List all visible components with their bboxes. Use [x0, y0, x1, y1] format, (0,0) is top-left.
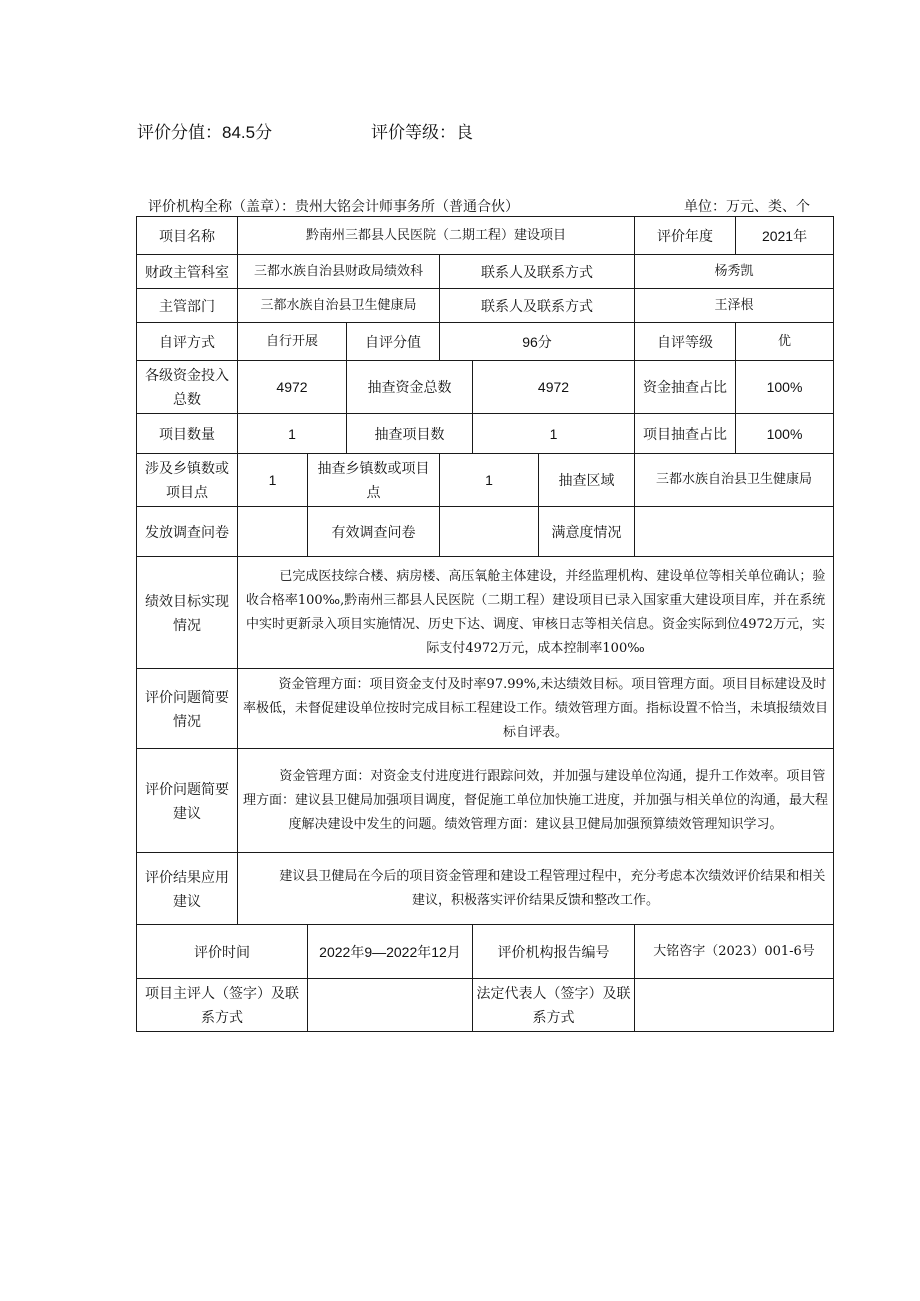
satisfaction-label: 满意度情况 — [539, 507, 635, 557]
self-grade-label: 自评等级 — [635, 323, 736, 361]
table-row — [137, 749, 834, 853]
self-score-label: 自评分值 — [347, 323, 440, 361]
sample-fund-label: 抽查资金总数 — [347, 361, 473, 414]
problem-text-cell — [238, 669, 834, 749]
table-row — [137, 979, 834, 1032]
towns-label: 涉及乡镇数或项目点 — [137, 454, 238, 507]
self-grade-value: 优 — [736, 323, 834, 361]
table-row — [137, 414, 834, 454]
table-row — [137, 454, 834, 507]
result-label: 评价结果应用建议 — [137, 853, 238, 925]
finance-dept-value: 三都水族自治县财政局绩效科 — [238, 255, 440, 289]
suggestion-text: 资金管理方面：对资金支付进度进行跟踪问效，并加强与建设单位沟通，提升工作效率。项目管理方面：建议县卫健局加强项目调度，督促施工单位加快施工进度，并加强与相关单位的沟通，最大程度解决建设中发生的问题。绩效管理方面：建议县卫健局加强预算绩效管理知识学习。 — [243, 768, 829, 832]
valid-survey-value — [440, 507, 539, 557]
evaluation-table — [136, 216, 834, 1032]
problem-text: 资金管理方面：项目资金支付及时率97.99%,未达绩效目标。项目管理方面。项目目标建设及时率极低，未督促建设单位按时完成目标工程建设工作。绩效管理方面。指标设置不恰当，未填报绩效目标自评表。 — [243, 676, 829, 740]
result-text: 建议县卫健局在今后的项目资金管理和建设工程管理过程中，充分考虑本次绩效评价结果和相关建议，积极落实评价结果反馈和整改工作。 — [279, 868, 826, 908]
sample-project-value: 1 — [473, 414, 635, 454]
survey-value — [238, 507, 308, 557]
self-method-label: 自评方式 — [137, 323, 238, 361]
supervisor-value: 三都水族自治县卫生健康局 — [238, 289, 440, 323]
score-text: 评价分值：84.5分 — [137, 123, 273, 142]
sample-project-label: 抽查项目数 — [347, 414, 473, 454]
valid-survey-label: 有效调查问卷 — [308, 507, 440, 557]
eval-year-value: 2021年 — [736, 217, 834, 255]
table-row — [137, 557, 834, 669]
eval-time-value: 2022年9—2022年12月 — [308, 925, 473, 979]
contact-label-2: 联系人及联系方式 — [440, 289, 635, 323]
eval-time-label: 评价时间 — [137, 925, 308, 979]
fund-ratio-value: 100% — [736, 361, 834, 414]
table-row — [137, 361, 834, 414]
eval-year-label: 评价年度 — [635, 217, 736, 255]
org-name-text: 评价机构全称（盖章）：贵州大铭会计师事务所（普通合伙） — [148, 198, 519, 214]
self-method-value: 自行开展 — [238, 323, 347, 361]
table-row — [137, 507, 834, 557]
sample-towns-label: 抽查乡镇数或项目点 — [308, 454, 440, 507]
lead-label: 项目主评人（签字）及联系方式 — [137, 979, 308, 1032]
contact-value-1: 杨秀凯 — [635, 255, 834, 289]
lead-value — [308, 979, 473, 1032]
table-row — [137, 289, 834, 323]
contact-label-1: 联系人及联系方式 — [440, 255, 635, 289]
project-ratio-value: 100% — [736, 414, 834, 454]
sample-towns-value: 1 — [440, 454, 539, 507]
target-text: 已完成医技综合楼、病房楼、高压氧舱主体建设，并经监理机构、建设单位等相关单位确认；验收合格率100‰,黔南州三都县人民医院（二期工程）建设项目已录入国家重大建设项目库，并在系统中实时更新录入项目实施情况、历史下达、调度、审核日志等相关信息。资金实际到位4972万元，实际支付4972万元，成本控制率100‰ — [245, 568, 826, 656]
sample-area-label: 抽查区域 — [539, 454, 635, 507]
suggestion-text-cell — [238, 749, 834, 853]
survey-label: 发放调查问卷 — [137, 507, 238, 557]
legal-label: 法定代表人（签字）及联系方式 — [473, 979, 635, 1032]
result-text-cell — [238, 853, 834, 925]
table-row — [137, 853, 834, 925]
legal-value — [635, 979, 834, 1032]
fund-total-label: 各级资金投入总数 — [137, 361, 238, 414]
suggestion-label: 评价问题简要建议 — [137, 749, 238, 853]
problem-label: 评价问题简要情况 — [137, 669, 238, 749]
project-name-value: 黔南州三都县人民医院（二期工程）建设项目 — [238, 217, 635, 255]
project-count-value: 1 — [238, 414, 347, 454]
fund-total-value: 4972 — [238, 361, 347, 414]
table-row — [137, 323, 834, 361]
unit-text: 单位：万元、类、个 — [684, 198, 810, 214]
table-row — [137, 925, 834, 979]
project-count-label: 项目数量 — [137, 414, 238, 454]
table-row — [137, 217, 834, 255]
sample-fund-value: 4972 — [473, 361, 635, 414]
grade-text: 评价等级：良 — [371, 123, 473, 142]
project-name-label: 项目名称 — [137, 217, 238, 255]
report-no-value: 大铭咨字（2023）001-6号 — [635, 925, 834, 979]
satisfaction-value — [635, 507, 834, 557]
table-row — [137, 255, 834, 289]
self-score-value: 96分 — [440, 323, 635, 361]
target-text-cell — [238, 557, 834, 669]
finance-dept-label: 财政主管科室 — [137, 255, 238, 289]
fund-ratio-label: 资金抽查占比 — [635, 361, 736, 414]
sample-area-value: 三都水族自治县卫生健康局 — [635, 454, 834, 507]
target-label: 绩效目标实现情况 — [137, 557, 238, 669]
project-ratio-label: 项目抽查占比 — [635, 414, 736, 454]
supervisor-label: 主管部门 — [137, 289, 238, 323]
table-row — [137, 669, 834, 749]
towns-value: 1 — [238, 454, 308, 507]
contact-value-2: 王泽根 — [635, 289, 834, 323]
report-no-label: 评价机构报告编号 — [473, 925, 635, 979]
